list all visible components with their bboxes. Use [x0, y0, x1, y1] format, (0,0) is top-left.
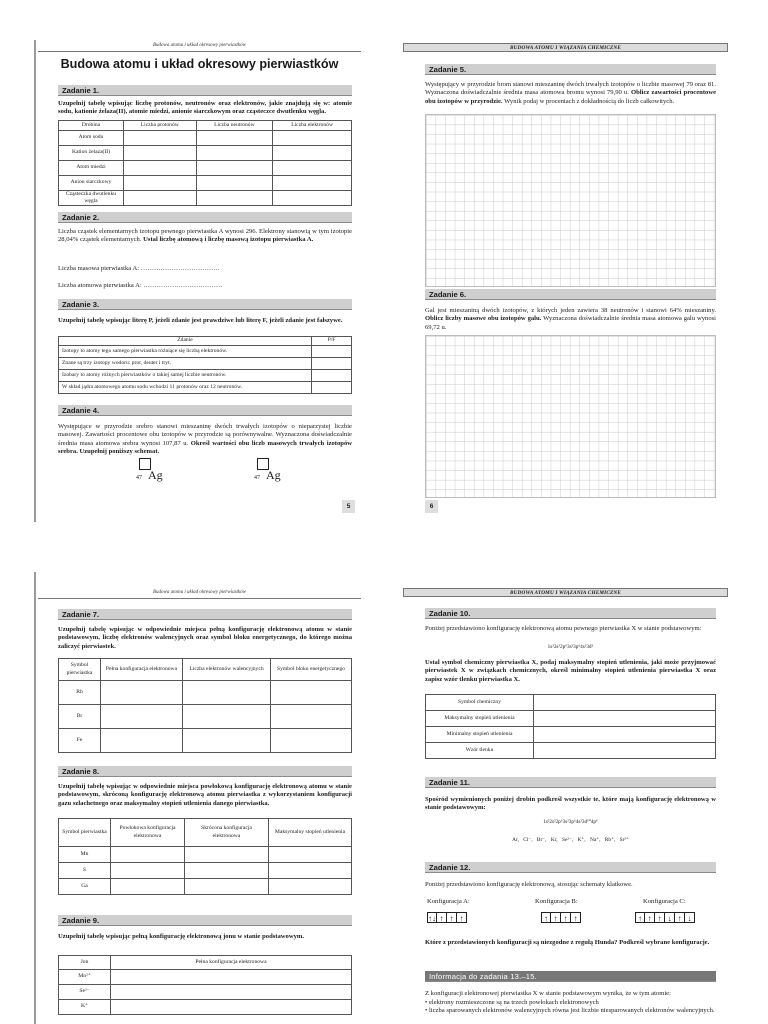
task-5-answer-grid[interactable] [425, 114, 716, 287]
page-title: Budowa atomu i układ okresowy pierwiastków [60, 57, 339, 71]
answer-cell[interactable] [111, 863, 185, 879]
row-label: K⁺ [59, 1000, 111, 1015]
answer-cell[interactable] [111, 970, 352, 985]
answer-cell[interactable] [273, 131, 352, 146]
table-row [426, 695, 716, 711]
answer-cell[interactable] [534, 743, 716, 759]
col-header: P/F [312, 337, 352, 346]
orbital-box: ↑ [571, 912, 581, 923]
task-10-task: Ustal symbol chemiczny pierwiastka X, podaj maksymalny stopień utlenienia, jaki może przyjmować pierwiastek X w związkach chemicznych, określ minimalny stopień utlenienia pierwiastka X oraz zapisz wzór tlenku pierwiastka X. [425, 659, 716, 683]
row-label: Cząsteczka dwutlenku węgla [59, 191, 124, 206]
answer-cell[interactable] [185, 863, 269, 879]
statement: Izotopy to atomy tego samego pierwiastka różniące się liczbą elektronów. [59, 346, 312, 358]
task-6-text [425, 307, 716, 332]
answer-cell[interactable] [111, 847, 185, 863]
answer-cell[interactable] [196, 191, 273, 206]
row-label: Atom miedzi [59, 161, 124, 176]
table-row [59, 370, 352, 382]
task-4-text-bold: Określ wartości obu liczb masowych trwałych izotopów srebra. Uzupełnij poniższy schemat. [58, 439, 353, 456]
table-row [426, 727, 716, 743]
task-6-text-tail: Wyznaczona doświadczalnie średnia masa atomowa galu wynosi 69,72 u. [425, 315, 717, 331]
answer-cell[interactable] [196, 146, 273, 161]
row-label: Maksymalny stopień utlenienia [426, 711, 534, 727]
table-row [59, 847, 352, 863]
header-rule [38, 598, 361, 599]
info-bullet: • liczba sparowanych elektronów walencyjnych równa jest liczbie niesparowanych elektronów walencyjnych. [425, 1007, 715, 1014]
answer-cell[interactable] [111, 985, 352, 1000]
task-6-text-bold: Oblicz liczby masowe obu izotopów galu. [425, 315, 542, 323]
row-label: Wzór tlenku [426, 743, 534, 759]
answer-cell[interactable] [271, 729, 352, 753]
orbital-box: ↑ [447, 912, 457, 923]
answer-cell[interactable] [124, 161, 197, 176]
running-head: BUDOWA ATOMU I WIĄZANIA CHEMICZNE [403, 588, 728, 597]
answer-cell[interactable] [111, 1000, 352, 1015]
col-header: Liczba protonów [124, 121, 197, 131]
table-row [59, 131, 352, 146]
col-header: Drobina [59, 121, 124, 131]
answer-cell[interactable] [101, 681, 183, 705]
task-10-configuration: 1s²2s²2p⁶3s²3p⁶4s²3d⁵ [547, 644, 594, 650]
orbital-box: ↑ [437, 912, 447, 923]
row-label: Anion siarczkowy [59, 176, 124, 191]
col-header: Pełna konfiguracja elektronowa [101, 659, 183, 681]
table-row [59, 146, 352, 161]
task-8-table [58, 818, 352, 895]
task-7-table [58, 658, 352, 753]
task-1-text: Uzupełnij tabelę wpisując liczbę protonów, neutronów oraz elektronów, jakie znajdują się w: atomie sodu, kationie żelaza(II), atomie miedzi, anionie siarczkowym oraz cząsteczce dwutlenku węgla. [58, 100, 352, 116]
col-header: Symbol pierwiastka [59, 819, 111, 847]
table-row [59, 863, 352, 879]
task-7-title: Zadanie 7. [58, 609, 352, 620]
config-c-label: Konfiguracja C: [643, 898, 686, 905]
table-row [59, 681, 352, 705]
orbital-box: ↑ [675, 912, 685, 923]
table-row [59, 161, 352, 176]
col-header: Zdanie [59, 337, 312, 346]
row-label: Atom sodu [59, 131, 124, 146]
answer-cell[interactable] [273, 176, 352, 191]
page-7 [34, 572, 363, 1024]
answer-cell[interactable] [183, 681, 271, 705]
answer-cell[interactable] [312, 358, 352, 370]
table-row [59, 705, 352, 729]
answer-cell[interactable] [101, 729, 183, 753]
isotope-scheme-2 [254, 458, 294, 486]
answer-cell[interactable] [196, 161, 273, 176]
task-2-text-bold: Ustal liczbę atomową i liczbę masową izotopu pierwiastka A. [143, 236, 314, 244]
task-6-text-normal: Gal jest mieszaniną dwóch izotopów, z których jeden zawiera 38 neutronów i stanowi 64% mieszaniny. [425, 307, 716, 314]
answer-cell[interactable] [312, 370, 352, 382]
answer-cell[interactable] [273, 161, 352, 176]
row-label: Mn²⁺ [59, 970, 111, 985]
table-row [59, 1000, 352, 1015]
row-label: Fe [59, 729, 101, 753]
answer-cell[interactable] [269, 879, 352, 895]
row-label: Mn [59, 847, 111, 863]
task-10-text: Poniżej przedstawiono konfigurację elektronową atomu pewnego pierwiastka X w stanie podstawowym: [425, 625, 702, 632]
answer-cell[interactable] [273, 191, 352, 206]
col-header: Liczba neutronów [196, 121, 273, 131]
answer-cell[interactable] [124, 131, 197, 146]
answer-cell[interactable] [273, 146, 352, 161]
answer-cell[interactable] [534, 695, 716, 711]
running-head: Budowa atomu i układ okresowy pierwiastków [152, 43, 246, 48]
info-intro: Z konfiguracji elektronowej pierwiastka X w stanie podstawowym wynika, że w tym atomie: [425, 990, 671, 997]
orbital-box: ↑ [645, 912, 655, 923]
answer-cell[interactable] [183, 705, 271, 729]
task-2-text [58, 228, 352, 245]
task-3-table [58, 336, 352, 394]
answer-cell[interactable] [185, 879, 269, 895]
task-10-title: Zadanie 10. [425, 608, 716, 619]
row-label: Se²⁻ [59, 985, 111, 1000]
orbital-box: ↑ [635, 912, 645, 923]
orbital-box: ↑↓ [428, 914, 436, 923]
answer-cell[interactable] [534, 727, 716, 743]
answer-cell[interactable] [196, 176, 273, 191]
config-a-diagram[interactable] [427, 912, 467, 923]
table-row [59, 191, 352, 206]
page-6 [403, 40, 728, 522]
page-8 [403, 572, 728, 1024]
table-row [59, 985, 352, 1000]
col-header: Symbol pierwiastka [59, 659, 101, 681]
row-label: Rb [59, 681, 101, 705]
answer-cell[interactable] [196, 131, 273, 146]
running-head: Budowa atomu i układ okresowy pierwiastków [152, 590, 246, 595]
orbital-box: ↑ [655, 912, 665, 923]
table-row [59, 382, 352, 394]
config-b-label: Konfiguracja B: [535, 898, 578, 905]
statement: Znane są trzy izotopy wodoru: prot, deuter i tryt. [59, 358, 312, 370]
col-header: Skrócona konfiguracja elektronowa [185, 819, 269, 847]
task-9-text: Uzupełnij tabelę wpisując pełną konfigurację elektronową jonu w stanie podstawowym. [58, 933, 305, 940]
task-1-table [58, 120, 352, 206]
col-header: Pełna konfiguracja elektronowa [111, 956, 352, 970]
task-10-table [425, 694, 716, 759]
info-bullet: • elektrony rozmieszczone są na trzech powłokach elektronowych [425, 999, 599, 1006]
answer-cell[interactable] [271, 705, 352, 729]
col-header: Symbol bloku energetycznego [271, 659, 352, 681]
task-11-title: Zadanie 11. [425, 777, 716, 788]
task-5-title: Zadanie 5. [425, 64, 716, 75]
task-9-title: Zadanie 9. [58, 915, 352, 926]
row-label: Minimalny stopień utlenienia [426, 727, 534, 743]
isotope-scheme-1 [136, 458, 176, 486]
page-number: 5 [342, 500, 355, 513]
table-row [426, 711, 716, 727]
orbital-box: ↑ [551, 912, 561, 923]
answer-cell[interactable] [271, 681, 352, 705]
row-label: Symbol chemiczny [426, 695, 534, 711]
task-12-title: Zadanie 12. [425, 862, 716, 873]
task-4-text [58, 423, 352, 457]
task-3-title: Zadanie 3. [58, 299, 352, 310]
orbital-box: ↓ [685, 912, 695, 923]
row-label: Kation żelaza(II) [59, 146, 124, 161]
answer-cell[interactable] [312, 346, 352, 358]
answer-cell[interactable] [111, 879, 185, 895]
orbital-box: ↑ [457, 912, 467, 923]
task-9-table [58, 955, 352, 1015]
task-8-text: Uzupełnij tabelę wpisując w odpowiednie miejsca powłokową konfigurację elektronową atomu w stanie podstawowym, skróconą konfigurację elektronową atomu pierwiastka z wykorzystaniem konfiguracji gazu szlachetnego oraz maksymalny stopień utlenienia danego pierwiastka. [58, 783, 352, 807]
element-symbol: Ag [266, 468, 281, 482]
row-label: Ga [59, 879, 111, 895]
orbital-box: ↑ [561, 912, 571, 923]
answer-cell[interactable] [312, 382, 352, 394]
answer-cell[interactable] [101, 705, 183, 729]
col-header: Maksymalny stopień utlenienia [269, 819, 352, 847]
table-row [59, 879, 352, 895]
config-b-diagram[interactable] [541, 912, 581, 923]
task-12-text: Poniżej przedstawiono konfigurację elektronową, stosując schematy klatkowe. [425, 881, 633, 888]
task-7-text: Uzupełnij tabelę wpisując w odpowiednie miejsca pełną konfigurację elektronową atomu w stanie podstawowym, liczbę elektronów walencyjnych oraz symbol bloku energetycznego, do którego można zaliczyć pierwiastek. [58, 626, 352, 650]
task-8-title: Zadanie 8. [58, 766, 352, 777]
statement: W skład jądra atomowego atomu sodu wchodzi 11 protonów oraz 12 neutronów. [59, 382, 312, 394]
answer-cell[interactable] [124, 146, 197, 161]
header-rule [38, 51, 361, 52]
task-5-text-tail: Wynik podaj w procentach z dokładnością do liczb całkowitych. [504, 97, 675, 105]
table-row [59, 176, 352, 191]
table-row [426, 743, 716, 759]
task-5-text-bold: Oblicz zawartości procentowe obu izotopów w przyrodzie. [425, 89, 717, 105]
task-2-text-normal: Liczba cząstek elementarnych izotopu pewnego pierwiastka A wynosi 296. Elektrony stanowią w tym izotopie 28,04% cząstek elementarnych. [58, 228, 352, 244]
task-12-question: Które z przedstawionych konfiguracji są niezgodne z regułą Hunda? Podkreśl wybrane konfiguracje. [425, 939, 710, 946]
task-4-text-normal: Występujące w przyrodzie srebro stanowi mieszaninę dwóch trwałych izotopów o nieparzystej liczbie masowej. Zawartości procentowe obu izotopów w przyrodzie są porównywalne. Wyznaczona doświadczalnie średnia masa atomowa srebra wynosi 107,87 u. [58, 423, 352, 447]
mass-number-line[interactable]: Liczba masowa pierwiastka A: ……………………………… [58, 265, 220, 272]
table-row [59, 970, 352, 985]
task-11-text: Spośród wymienionych poniżej drobin podkreśl wszystkie te, które mają konfigurację elektronową w stanie podstawowym: [425, 796, 716, 812]
table-row [59, 346, 352, 358]
answer-cell[interactable] [124, 191, 197, 206]
answer-cell[interactable] [269, 847, 352, 863]
atomic-number: 47 [136, 475, 142, 481]
page-number: 6 [425, 500, 438, 513]
task-11-configuration: 1s²2s²2p⁶3s²3p⁶4s²3d¹⁰4p⁶ [543, 819, 598, 825]
row-label: S [59, 863, 111, 879]
atomic-number: 47 [254, 475, 260, 481]
answer-cell[interactable] [269, 863, 352, 879]
element-symbol: Ag [148, 468, 163, 482]
task-11-species[interactable]: Ar, Cl⁻, Br⁻, Kr, Se²⁻, K⁺, Na⁺, Rb⁺, Sr²⁺ [512, 837, 629, 843]
task-5-text-normal: Występujący w przyrodzie brom stanowi mieszaninę dwóch trwałych izotopów o liczbie masowej 79 oraz 81. Wyznaczona doświadczalnie średnia masa atomowa bromu wynosi 79,90 u. [425, 81, 716, 97]
statement: Izobary to atomy różnych pierwiastków o takiej samej liczbie neutronów. [59, 370, 312, 382]
task-6-answer-grid[interactable] [425, 335, 716, 498]
task-1-title: Zadanie 1. [58, 85, 352, 96]
answer-cell[interactable] [185, 847, 269, 863]
orbital-box: ↓ [665, 912, 675, 923]
answer-cell[interactable] [183, 729, 271, 753]
config-a-label: Konfiguracja A: [427, 898, 470, 905]
page-5 [34, 40, 363, 522]
task-4-title: Zadanie 4. [58, 405, 352, 416]
config-c-diagram[interactable] [635, 912, 695, 923]
atomic-number-line[interactable]: Liczba atomowa pierwiastka A: ……………………………… [58, 282, 223, 289]
col-header: Liczba elektronów walencyjnych [183, 659, 271, 681]
col-header: Liczba elektronów [273, 121, 352, 131]
orbital-box: ↑ [541, 912, 551, 923]
col-header: Powłokowa konfiguracja elektronowa [111, 819, 185, 847]
col-header: Jon [59, 956, 111, 970]
row-label: Br [59, 705, 101, 729]
info-13-15-title: Informacja do zadania 13.–15. [425, 971, 716, 982]
table-row [59, 729, 352, 753]
answer-cell[interactable] [534, 711, 716, 727]
task-3-text: Uzupełnij tabelę wpisując literę P, jeżeli zdanie jest prawdziwe lub literę F, jeżeli zdanie jest fałszywe. [58, 317, 343, 324]
running-head: BUDOWA ATOMU I WIĄZANIA CHEMICZNE [403, 43, 728, 52]
answer-cell[interactable] [124, 176, 197, 191]
task-6-title: Zadanie 6. [425, 289, 716, 300]
task-5-text [425, 81, 716, 106]
table-row [59, 358, 352, 370]
task-2-title: Zadanie 2. [58, 212, 352, 223]
